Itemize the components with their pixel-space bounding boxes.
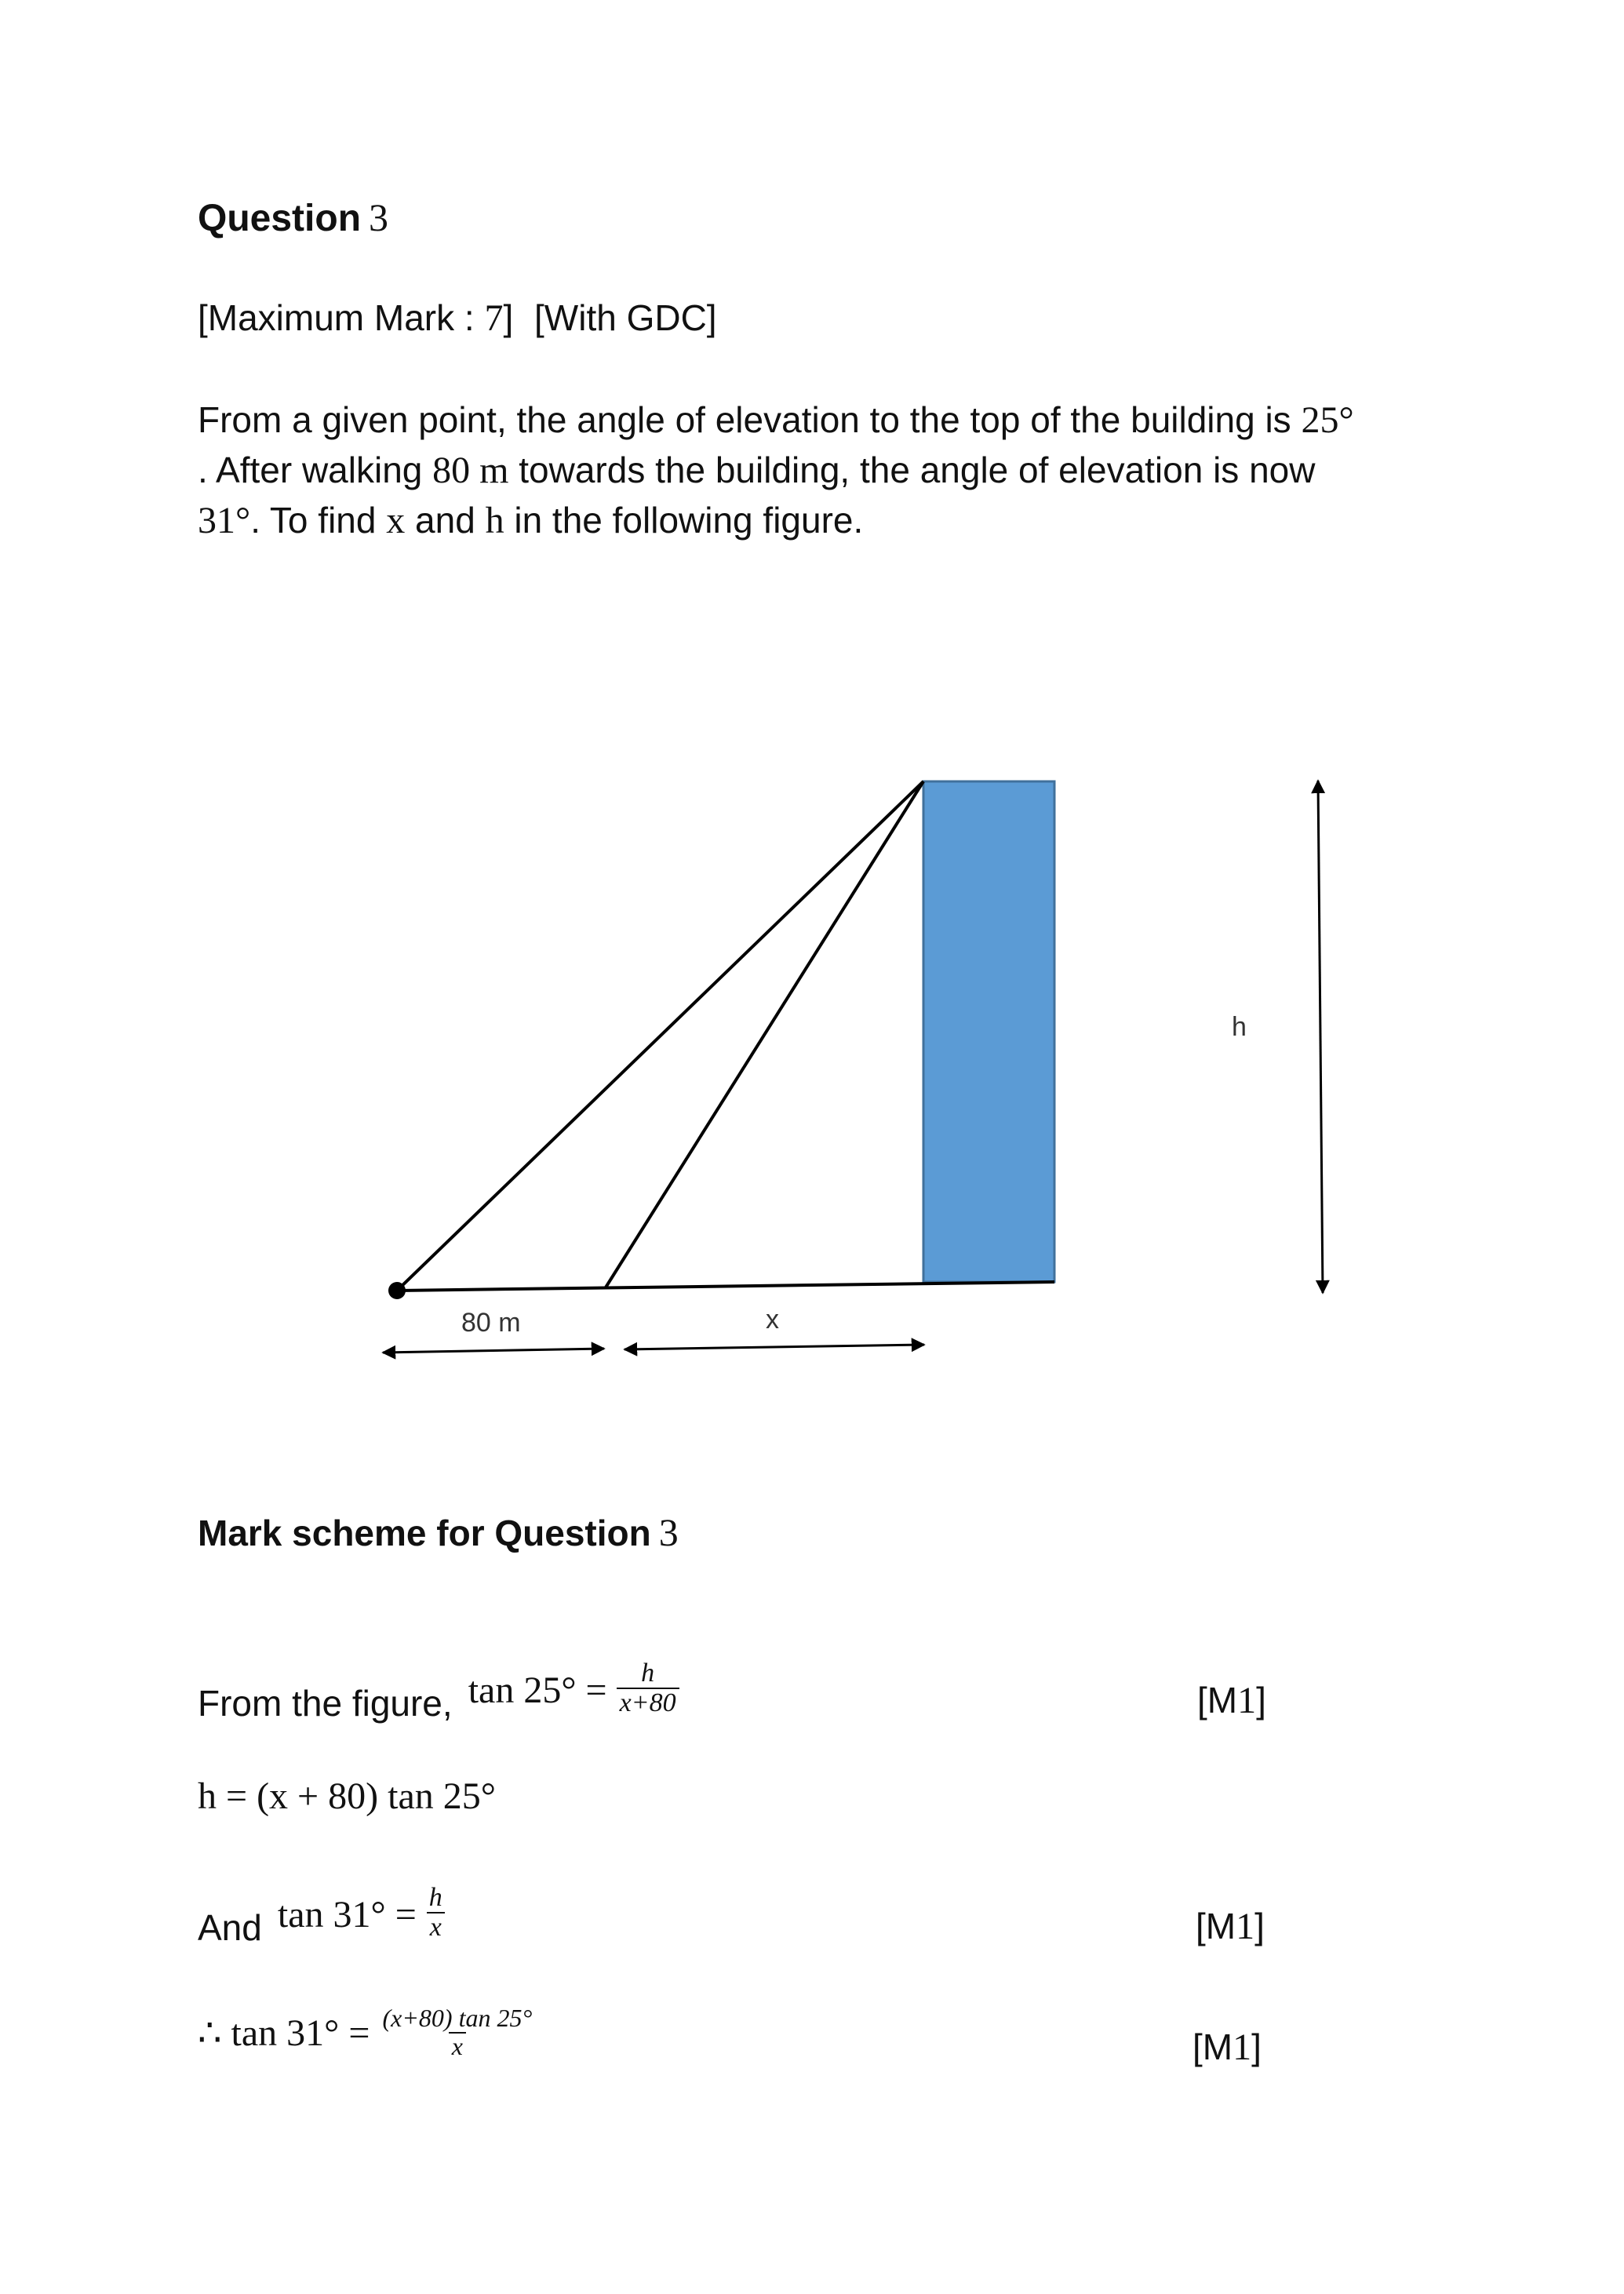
h-variable: h (485, 500, 504, 541)
mark-scheme-number: 3 (658, 1510, 679, 1554)
step-2: h = (x + 80) tan 25° (198, 1775, 496, 1817)
ground-line (397, 1282, 1054, 1291)
max-mark-suffix: ] (503, 297, 514, 338)
step-3-mark-a: [M (1196, 1906, 1236, 1946)
height-label: h (1232, 1012, 1247, 1042)
step-4-mark-digit: 1 (1233, 2026, 1252, 2068)
mark-scheme-label: Mark scheme for Question (198, 1513, 651, 1553)
step-3-denominator: x (427, 1912, 445, 1942)
question-label: Question (198, 198, 362, 239)
step-3-fraction (426, 1884, 446, 1941)
step-3-mark-b: ] (1254, 1906, 1265, 1946)
step-3-numerator: h (428, 1883, 442, 1913)
mark-scheme-title (198, 1509, 679, 1555)
distance-x-arrow (624, 1345, 924, 1349)
max-mark-prefix: [Maximum Mark : (198, 297, 475, 338)
step-1-lhs: tan 25° = (468, 1669, 607, 1711)
distance-80m-label: 80 m (461, 1308, 521, 1338)
step-1-denominator: x+80 (617, 1688, 679, 1717)
step-1-mark-b: ] (1256, 1680, 1266, 1720)
sight-line-25 (397, 781, 923, 1291)
question-line-1-text: From a given point, the angle of elevation to the top of the building is (198, 399, 1291, 440)
distance-80m-math: 80 m (432, 450, 509, 491)
step-1-numerator: h (641, 1659, 655, 1688)
step-1 (198, 1659, 679, 1724)
question-line-2b: towards the building, the angle of elevation is now (519, 450, 1316, 490)
step-3-mark (1196, 1905, 1265, 1948)
height-arrow (1318, 781, 1323, 1293)
step-3-lhs: tan 31° = (277, 1893, 417, 1935)
sight-line-31 (606, 781, 923, 1287)
step-1-mark-a: [M (1197, 1680, 1238, 1720)
step-4-denominator: x (449, 2032, 466, 2060)
step-1-text: From the figure, (198, 1683, 453, 1724)
step-1-mark (1197, 1679, 1266, 1722)
question-number: 3 (369, 195, 389, 239)
max-mark-value: 7 (484, 297, 504, 339)
angle-25-math: 25° (1301, 399, 1354, 441)
step-3-mark-digit: 1 (1236, 1906, 1255, 1947)
step-4 (198, 2005, 535, 2059)
observer-point (388, 1282, 406, 1299)
step-4-mark-b: ] (1251, 2026, 1262, 2067)
gdc-label: [With GDC] (534, 297, 717, 338)
step-1-mark-digit: 1 (1237, 1680, 1257, 1721)
x-variable: x (386, 500, 406, 541)
building-rect (923, 781, 1054, 1282)
step-4-mark-a: [M (1193, 2026, 1233, 2067)
step-4-numerator: (x+80) tan 25° (382, 2004, 533, 2032)
angle-31-math: 31° (198, 500, 251, 541)
step-4-mark (1193, 2026, 1262, 2069)
step-3 (198, 1883, 446, 1949)
step-4-fraction (379, 2005, 535, 2059)
distance-80m-arrow (383, 1349, 604, 1353)
question-line-3a: . To find (250, 500, 377, 541)
question-line-2a: . After walking (198, 450, 423, 490)
distance-x-label: x (766, 1305, 779, 1335)
step-3-text: And (198, 1907, 262, 1948)
question-line-3c: in the following figure. (514, 500, 864, 541)
question-line-3b: and (415, 500, 475, 541)
step-4-lhs: ∴ tan 31° = (198, 2012, 370, 2054)
step-1-fraction (617, 1659, 679, 1717)
